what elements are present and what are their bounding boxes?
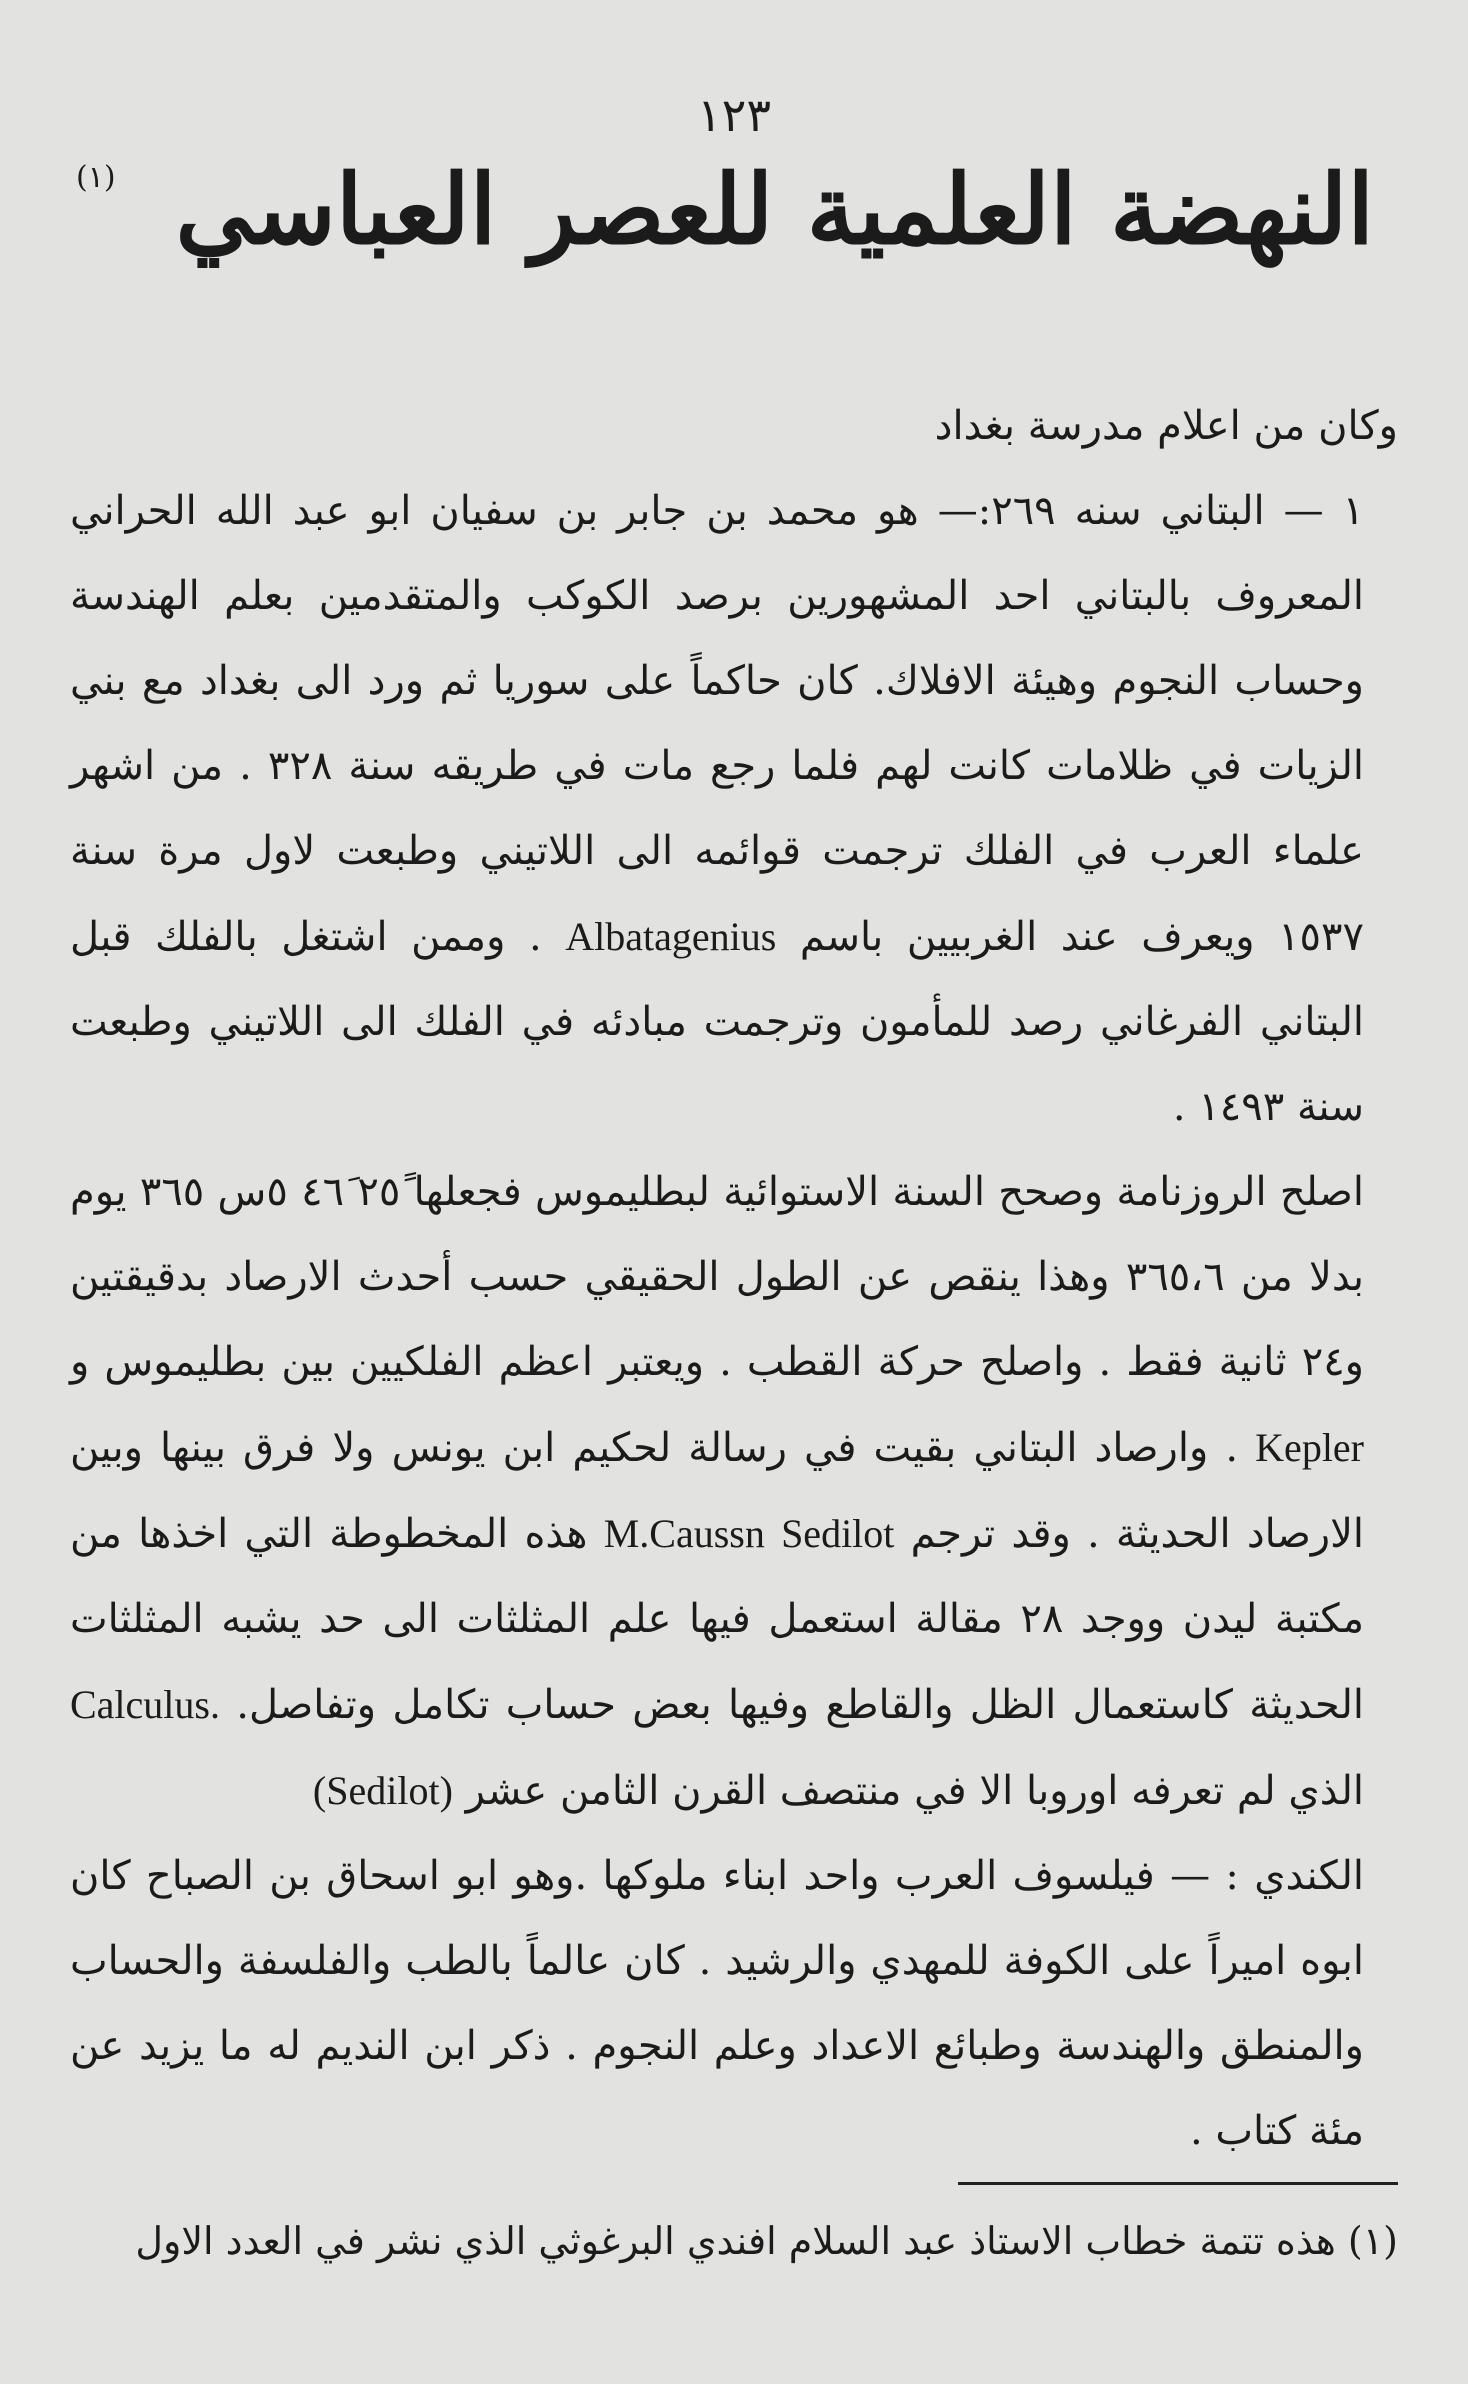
footnote [70,2199,1398,2283]
footnote-text: هذه تتمة خطاب الاستاذ عبد السلام افندي البرغوثي الذي نشر في العدد الاول [135,2219,1336,2263]
calendar-text-rest: هذه المخطوطة التي اخذها من مكتبة ليدن ووجد ٢٨ مقالة استعمل فيها علم المثلثات الى حد يشبه المثلثات الحديثة كاستعمال الظل والقاطع وفيها بعض حساب تكامل وتفاصل. [70,1511,1365,1728]
battani-text-after: . وممن اشتغل بالفلك قبل البتاني الفرغاني رصد للمأمون وترجمت مبادئه في الفلك الى اللاتيني وطبعت سنة ١٤٩٣ . [70,914,1364,1130]
kindi-paragraph: الكندي : — فيلسوف العرب واحد ابناء ملوكها .وهو ابو اسحاق بن الصباح كان ابوه اميراً على الكوفة للمهدي والرشيد . كان عالماً بالطب والفلسفة والحساب والمنطق والهندسة وطبائع الاعداد وعلم النجوم . ذكر ابن النديم له ما يزيد عن مئة كتاب . [70,1853,1364,2154]
calendar-paragraph [70,1150,1398,1834]
battani-paragraph [70,469,1398,1150]
calendar-text: اصلح الروزنامة وصحح السنة الاستوائية لبطليموس فجعلها ٢٥ً ٤٦َ ٥س ٣٦٥ يوم بدلا من ٣٦٥،٦ وهذا ينقص عن الطول الحقيقي حسب أحدث الارصاد بدقيقتين و٢٤ ثانية فقط . واصلح حركة القطب . ويعتبر اعظم الفلكيين بين بطليموس و [70,1169,1364,1385]
latin-caussn: M.Caussn [603,1511,765,1556]
latin-kepler: Kepler [1255,1425,1364,1470]
page-body [70,384,1398,2174]
latin-sedilot-cite: (Sedilot) [312,1768,453,1813]
intro-line: وكان من اعلام مدرسة بغداد [934,403,1398,449]
calendar-text-end: الذي لم تعرفه اوروبا الا في منتصف القرن الثامن عشر [465,1768,1364,1814]
footnote-rule [958,2182,1398,2185]
battani-text: ١ — البتاني سنه ٢٦٩:— هو محمد بن جابر بن سفيان ابو عبد الله الحراني المعروف بالبتاني احد المشهورين برصد الكوكب والمتقدمين بعلم الهندسة وحساب النجوم وهيئة الافلاك. كان حاكماً على سوريا ثم ورد الى بغداد مع بني الزيات في ظلامات كانت لهم فلما رجع مات في طريقه سنة ٣٢٨ . من اشهر علماء العرب في الفلك ترجمت قوائمه الى اللاتيني وطبعت لاول مرة سنة ١٥٣٧ ويعرف عند الغربيين باسم [70,488,1364,960]
chapter-heading-block [70,154,1398,384]
page-number: ١٢٣ [696,88,772,142]
chapter-heading: النهضة العلمية للعصر العباسي [175,153,1374,266]
calendar-text-mid: . وارصاد البتاني بقيت في رسالة لحكيم ابن يونس ولا فرق بينها وبين الارصاد الحديثة . وقد ترجم [70,1425,1365,1557]
latin-albatagenius: Albatagenius [565,914,777,959]
latin-calculus: Calculus. [70,1682,220,1727]
heading-footnote-mark: (١) [76,160,116,195]
footnote-mark: (١) [1347,2219,1398,2263]
latin-sedilot: Sedilot [781,1511,895,1556]
